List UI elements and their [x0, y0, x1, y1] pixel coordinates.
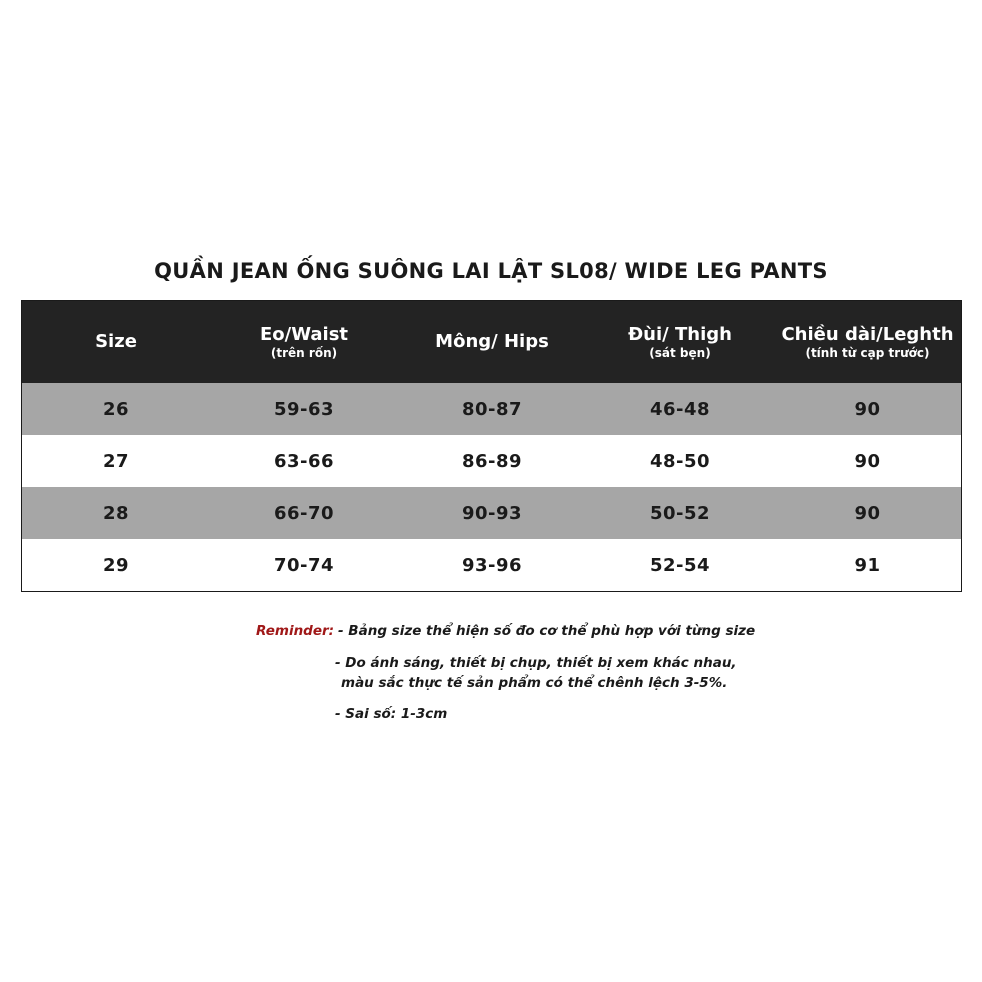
table-row — [22, 383, 961, 435]
cell-thigh: 50-52 — [649, 502, 711, 524]
cell-waist: 63-66 — [273, 450, 335, 472]
note-line: - Do ánh sáng, thiết bị chụp, thiết bị xem khác nhau, — [335, 655, 737, 671]
size-chart-table — [21, 300, 962, 592]
cell-length: 91 — [854, 554, 881, 576]
header-label: Chiều dài/Leghth — [781, 324, 954, 345]
cell-waist: 70-74 — [273, 554, 335, 576]
header-hips — [398, 301, 586, 383]
cell-length: 90 — [854, 450, 881, 472]
header-label: Size — [95, 331, 137, 352]
header-label: Eo/Waist — [259, 324, 349, 345]
cell-size: 29 — [102, 554, 130, 576]
table-header-row — [22, 301, 961, 383]
header-waist — [210, 301, 398, 383]
page-title: QUẦN JEAN ỐNG SUÔNG LAI LẬT SL08/ WIDE LEG PANTS — [154, 259, 828, 283]
table-row — [22, 435, 961, 487]
header-sublabel: (sát bẹn) — [649, 346, 711, 360]
table-row — [22, 539, 961, 591]
cell-waist: 66-70 — [273, 502, 335, 524]
header-sublabel: (trên rốn) — [270, 346, 338, 360]
reminder-label: Reminder: — [256, 623, 335, 639]
header-length — [774, 301, 961, 383]
cell-hips: 93-96 — [461, 554, 523, 576]
note-line: - Sai số: 1-3cm — [335, 706, 448, 722]
header-thigh — [586, 301, 774, 383]
cell-thigh: 46-48 — [649, 398, 711, 420]
header-sublabel: (tính từ cạp trước) — [805, 346, 930, 360]
cell-hips: 90-93 — [461, 502, 523, 524]
header-label: Mông/ Hips — [435, 331, 549, 352]
cell-length: 90 — [854, 398, 881, 420]
header-label: Đùi/ Thigh — [628, 324, 732, 345]
cell-length: 90 — [854, 502, 881, 524]
cell-waist: 59-63 — [273, 398, 335, 420]
table-row — [22, 487, 961, 539]
cell-hips: 80-87 — [461, 398, 523, 420]
header-size — [22, 301, 210, 383]
cell-thigh: 48-50 — [649, 450, 711, 472]
cell-size: 26 — [102, 398, 130, 420]
cell-size: 27 — [102, 450, 130, 472]
note-line: màu sắc thực tế sản phẩm có thể chênh lệch 3-5%. — [341, 675, 728, 691]
cell-thigh: 52-54 — [649, 554, 711, 576]
note-line: - Bảng size thể hiện số đo cơ thể phù hợp với từng size — [338, 623, 756, 639]
cell-size: 28 — [102, 502, 130, 524]
cell-hips: 86-89 — [461, 450, 523, 472]
